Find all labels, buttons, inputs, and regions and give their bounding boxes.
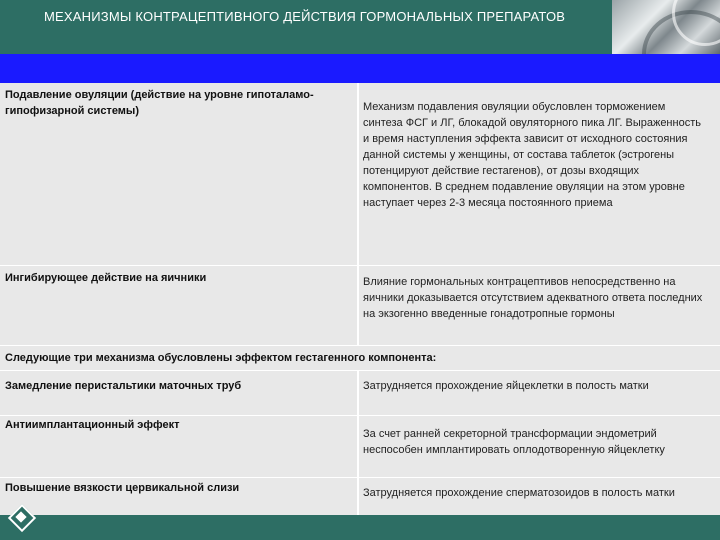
row-2-mechanism: Ингибирующее действие на яичники	[5, 272, 207, 284]
row-divider	[0, 415, 720, 416]
footer-bar	[0, 515, 720, 540]
row-divider	[0, 477, 720, 478]
row-5-mechanism: Антиимплантационный эффект	[5, 419, 180, 431]
row-divider	[0, 265, 720, 266]
column-divider	[357, 371, 359, 515]
row-4-description: Затрудняется прохождение яйцеклетки в полость матки	[363, 380, 649, 392]
blue-bar	[0, 54, 720, 83]
slide-title: МЕХАНИЗМЫ КОНТРАЦЕПТИВНОГО ДЕЙСТВИЯ ГОРМОНАЛЬНЫХ ПРЕПАРАТОВ	[44, 9, 566, 24]
row-divider	[0, 370, 720, 371]
row-6-mechanism: Повышение вязкости цервикальной слизи	[5, 482, 240, 494]
column-divider	[357, 83, 359, 345]
row-3-note: Следующие три механизма обусловлены эффектом гестагенного компонента:	[5, 352, 437, 364]
row-2-description: Влияние гормональных контрацептивов непосредственно на яичники доказывается отсутствием адекватного ответа последних на экзогенно введенные гонадотропные гормоны	[363, 276, 703, 320]
row-6-description: Затрудняется прохождение сперматозоидов в полость матки	[363, 487, 675, 499]
row-divider	[0, 345, 720, 346]
row-5-description: За счет ранней секреторной трансформации эндометрий неспособен имплантировать оплодотворенную яйцеклетку	[363, 428, 665, 456]
row-4-mechanism: Замедление перистальтики маточных труб	[5, 380, 242, 392]
row-1-description: Механизм подавления овуляции обусловлен торможением синтеза ФСГ и ЛГ, блокадой овуляторного пика ЛГ. Выраженность и время наступления эффекта зависит от исходного состояния данной системы у женщины, от состава таблеток (эстрогены потенцируют действие гестагенов), от дозы входящих компонентов. В среднем подавление овуляции на этом уровне наступает через 2-3 месяца постоянного приема	[363, 101, 701, 209]
header-graphic	[612, 0, 720, 54]
row-1-mechanism: Подавление овуляции (действие на уровне гипоталамо-гипофизарной системы)	[5, 89, 314, 117]
